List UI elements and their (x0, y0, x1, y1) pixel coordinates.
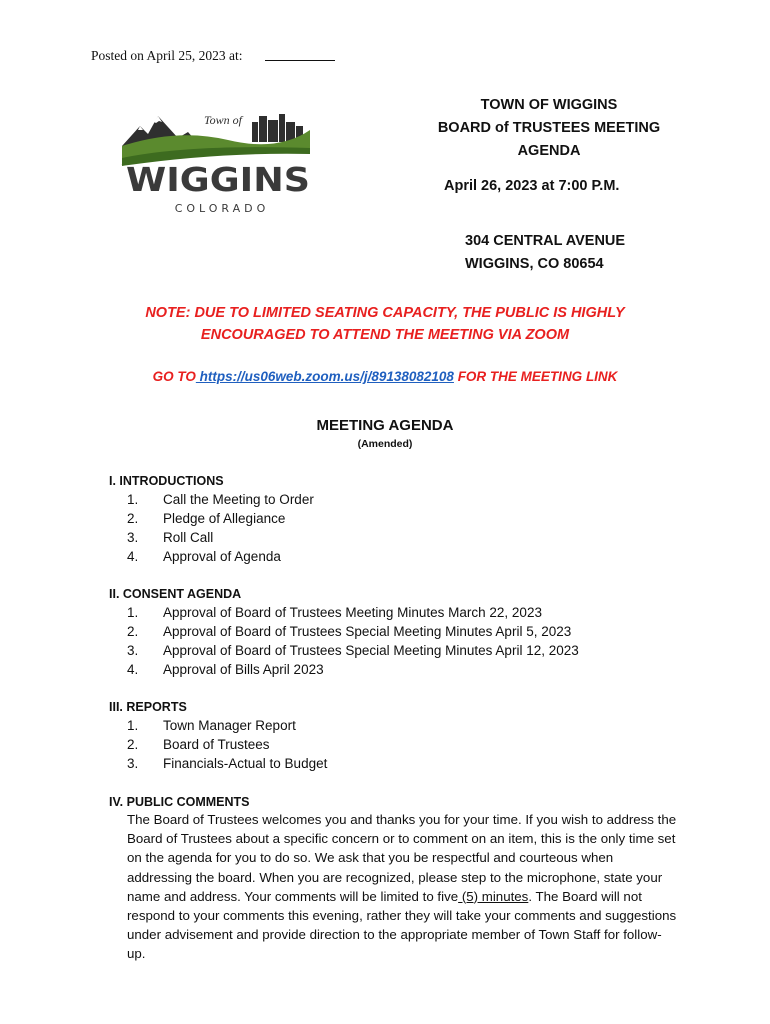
section-public-comments (109, 793, 250, 811)
item-text: Roll Call (163, 530, 214, 545)
comments-time-limit: (5) minutes (458, 888, 529, 904)
zoom-link-line (100, 369, 670, 384)
item-text: Approval of Agenda (163, 549, 281, 564)
item-number: 2. (127, 511, 139, 526)
list-item (109, 641, 579, 660)
section-consent-agenda (109, 585, 579, 679)
logo-wiggins: WIGGINS (126, 160, 310, 199)
item-text: Approval of Board of Trustees Special Meeting Minutes April 5, 2023 (163, 624, 572, 639)
list-item (109, 622, 572, 641)
item-text: Approval of Board of Trustees Special Meeting Minutes April 12, 2023 (163, 643, 579, 658)
section-introductions (109, 472, 314, 566)
address-street: 304 CENTRAL AVENUE (465, 233, 626, 249)
section-title: II. CONSENT AGENDA (109, 587, 242, 601)
zoom-link[interactable]: https://us06web.zoom.us/j/89138082108 (195, 369, 454, 384)
posted-time-blank (265, 59, 335, 61)
item-number: 4. (127, 662, 139, 677)
item-text: Board of Trustees (163, 737, 270, 752)
list-item (109, 490, 314, 509)
section-title: I. INTRODUCTIONS (109, 474, 224, 488)
comments-text-before: The Board of Trustees welcomes you and thanks you for your time. If you wish to address the Board of Trustees about a specific concern or to comment on an item, this is the only time set on the agenda for you to do so. We ask that you be respectful and courteous when addressing the board. When you are recognized, please step to the microphone, state your name and address. Your comments will be limited to five (127, 812, 677, 904)
item-number: 2. (127, 737, 139, 752)
skyline-shape (252, 114, 303, 142)
item-text: Financials-Actual to Budget (163, 756, 328, 771)
list-item (109, 735, 270, 754)
note-line-2: ENCOURAGED TO ATTEND THE MEETING VIA ZOOM (200, 327, 570, 343)
header-town: TOWN OF WIGGINS (480, 97, 618, 113)
header-board: BOARD of TRUSTEES MEETING (437, 120, 661, 136)
list-item (109, 528, 224, 547)
goto-prefix: GO TO (152, 369, 196, 384)
meeting-address (465, 230, 625, 276)
section-reports (109, 698, 328, 773)
meeting-date: April 26, 2023 at 7:00 P.M. (444, 178, 620, 194)
item-text: Approval of Board of Trustees Meeting Minutes March 22, 2023 (163, 605, 542, 620)
item-number: 3. (127, 530, 139, 545)
meeting-header (418, 94, 680, 163)
item-number: 3. (127, 643, 139, 658)
item-text: Approval of Bills April 2023 (163, 662, 324, 677)
address-city: WIGGINS, CO 80654 (465, 256, 604, 272)
list-item (109, 716, 296, 735)
item-text: Town Manager Report (163, 718, 296, 733)
public-comments-paragraph (127, 810, 679, 964)
logo-town-of: Town of (204, 113, 242, 127)
item-number: 2. (127, 624, 139, 639)
item-number: 1. (127, 492, 139, 507)
header-agenda: AGENDA (517, 143, 581, 159)
item-number: 1. (127, 718, 139, 733)
section-title: IV. PUBLIC COMMENTS (109, 795, 250, 809)
posted-label: Posted on April 25, 2023 at: (91, 48, 243, 63)
note-line-1: NOTE: DUE TO LIMITED SEATING CAPACITY, THE PUBLIC IS HIGHLY (145, 305, 625, 321)
item-number: 4. (127, 549, 139, 564)
seating-note (100, 302, 670, 346)
comments-text-after: . The Board will not respond to your comments this evening, rather they will take your comments and suggestions under advisement and provide direction to the appropriate member of Town Staff for follow-up. (127, 888, 677, 962)
section-title: III. REPORTS (109, 700, 187, 714)
agenda-title: MEETING AGENDA (316, 417, 454, 434)
wiggins-town-logo (118, 100, 318, 218)
item-number: 1. (127, 605, 139, 620)
item-text: Call the Meeting to Order (163, 492, 314, 507)
logo-colorado: COLORADO (174, 202, 270, 215)
agenda-subtitle: (Amended) (357, 438, 413, 450)
list-item (109, 509, 286, 528)
item-number: 3. (127, 756, 139, 771)
item-text: Pledge of Allegiance (163, 511, 286, 526)
list-item (109, 754, 328, 773)
posted-line (91, 48, 335, 64)
list-item (109, 660, 324, 679)
goto-suffix: FOR THE MEETING LINK (453, 369, 618, 384)
list-item (109, 547, 281, 566)
list-item (109, 603, 542, 622)
